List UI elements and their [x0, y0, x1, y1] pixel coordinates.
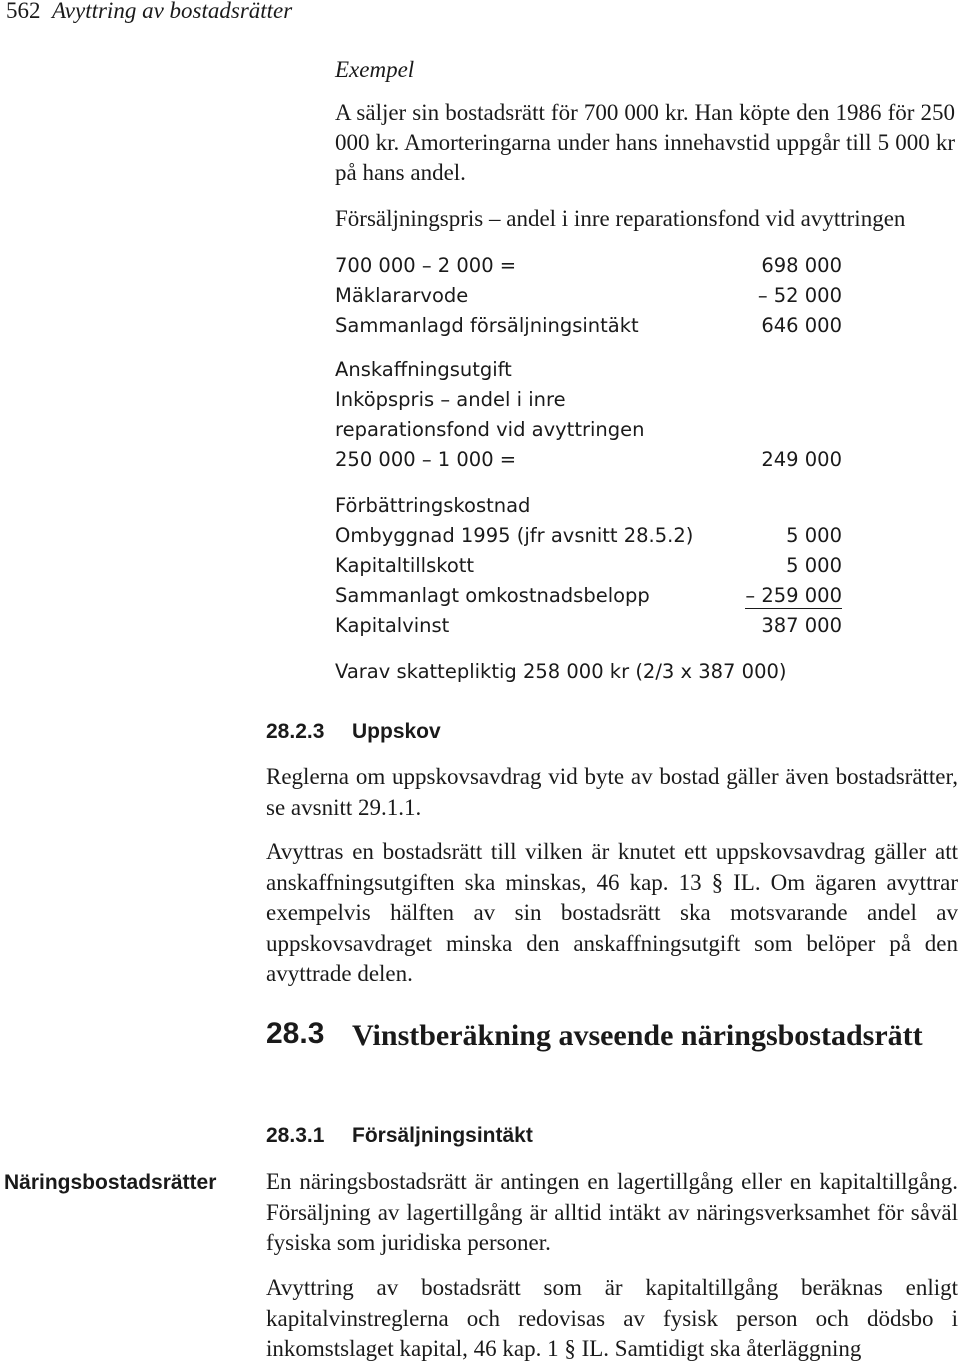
acq-line-text: Inköpspris – andel i inre — [335, 388, 566, 411]
margin-note: Näringsbostadsrätter — [4, 1171, 217, 1194]
impr-heading — [335, 491, 842, 521]
taxable-text: Varav skattepliktig 258 000 kr (2/3 x 387 000) — [335, 660, 787, 683]
acq-line-text: reparationsfond vid avyttringen — [335, 418, 645, 441]
calc-value: 5 000 — [786, 524, 842, 547]
calc-value: 249 000 — [761, 448, 842, 471]
section-title: Försäljningsintäkt — [352, 1124, 533, 1147]
acq-line — [335, 385, 842, 415]
running-title: Avyttring av bostadsrätter — [52, 0, 293, 23]
paragraph: Avyttras en bostadsrätt till vilken är knutet ett uppskovsavdrag gäller att anskaffningsutgiften ska minskas, 46 kap. 13 § IL. Om ägaren avyttrar exempelvis hälften av sin bostadsrätt ska motsvarande andel av uppskovsavdraget minska den anskaffningsutgift som belöper på den avyttrade delen. — [266, 839, 958, 986]
paragraph: Avyttring av bostadsrätt som är kapitaltillgång beräknas enligt kapitalvinstreglerna och redovisas av fysisk person och dödsbo i inkomstslaget kapital, 46 kap. 1 § IL. Samtidigt ska återläggning — [266, 1275, 958, 1361]
calc-row — [335, 521, 842, 551]
calc-row — [335, 551, 842, 581]
calc-value: 5 000 — [786, 554, 842, 577]
calc-label: Sammanlagt omkostnadsbelopp — [335, 584, 650, 607]
calc-label: Mäklararvode — [335, 284, 469, 307]
calc-value: 387 000 — [761, 614, 842, 637]
acq-heading-text: Anskaffningsutgift — [335, 358, 512, 381]
calc-row — [335, 581, 842, 611]
example-title: Exempel — [335, 57, 415, 82]
calc-row — [335, 445, 842, 475]
example-formula-line: Försäljningspris – andel i inre reparationsfond vid avyttringen — [335, 206, 906, 231]
sale-calculation — [335, 251, 842, 341]
calc-row — [335, 611, 842, 641]
page-number: 562 — [6, 0, 41, 23]
section-title: Uppskov — [352, 720, 441, 743]
chapter-section-number: 28.3 — [266, 1017, 325, 1050]
calc-label: Sammanlagd försäljningsintäkt — [335, 314, 639, 337]
section-number: 28.3.1 — [266, 1124, 325, 1147]
calc-label: Kapitalvinst — [335, 614, 450, 637]
calc-value: 698 000 — [761, 254, 842, 277]
calc-value-underlined: – 259 000 — [745, 584, 842, 607]
calc-row — [335, 281, 842, 311]
acquisition-calculation — [335, 355, 842, 475]
impr-heading-text: Förbättringskostnad — [335, 494, 531, 517]
acq-line — [335, 415, 842, 445]
calc-row — [335, 311, 842, 341]
taxable-line — [335, 657, 895, 687]
paragraph: En näringsbostadsrätt är antingen en lagertillgång eller en kapitaltillgång. Försäljning av lagertillgång är alltid intäkt av näringsverksamhet för såväl fysiska som juridiska personer. — [266, 1169, 958, 1255]
chapter-section-title: Vinstberäkning avseende näringsbostadsrätt — [352, 1019, 923, 1052]
calc-label: 700 000 – 2 000 = — [335, 254, 517, 277]
section-number: 28.2.3 — [266, 720, 325, 743]
acq-heading — [335, 355, 842, 385]
example-intro: A säljer sin bostadsrätt för 700 000 kr. Han köpte den 1986 för 250 000 kr. Amorteringarna under hans innehavstid uppgår till 5 000 kr på hans andel. — [335, 100, 955, 185]
calc-row — [335, 251, 842, 281]
improvement-calculation — [335, 491, 842, 641]
running-header — [6, 0, 292, 24]
calc-label: Ombyggnad 1995 (jfr avsnitt 28.5.2) — [335, 524, 694, 547]
calc-value: 646 000 — [761, 314, 842, 337]
calc-label: 250 000 – 1 000 = — [335, 448, 517, 471]
paragraph: Reglerna om uppskovsavdrag vid byte av bostad gäller även bostadsrätter, se avsnitt 29.1.1. — [266, 764, 958, 820]
calc-value: – 52 000 — [757, 284, 842, 307]
calc-label: Kapitaltillskott — [335, 554, 475, 577]
